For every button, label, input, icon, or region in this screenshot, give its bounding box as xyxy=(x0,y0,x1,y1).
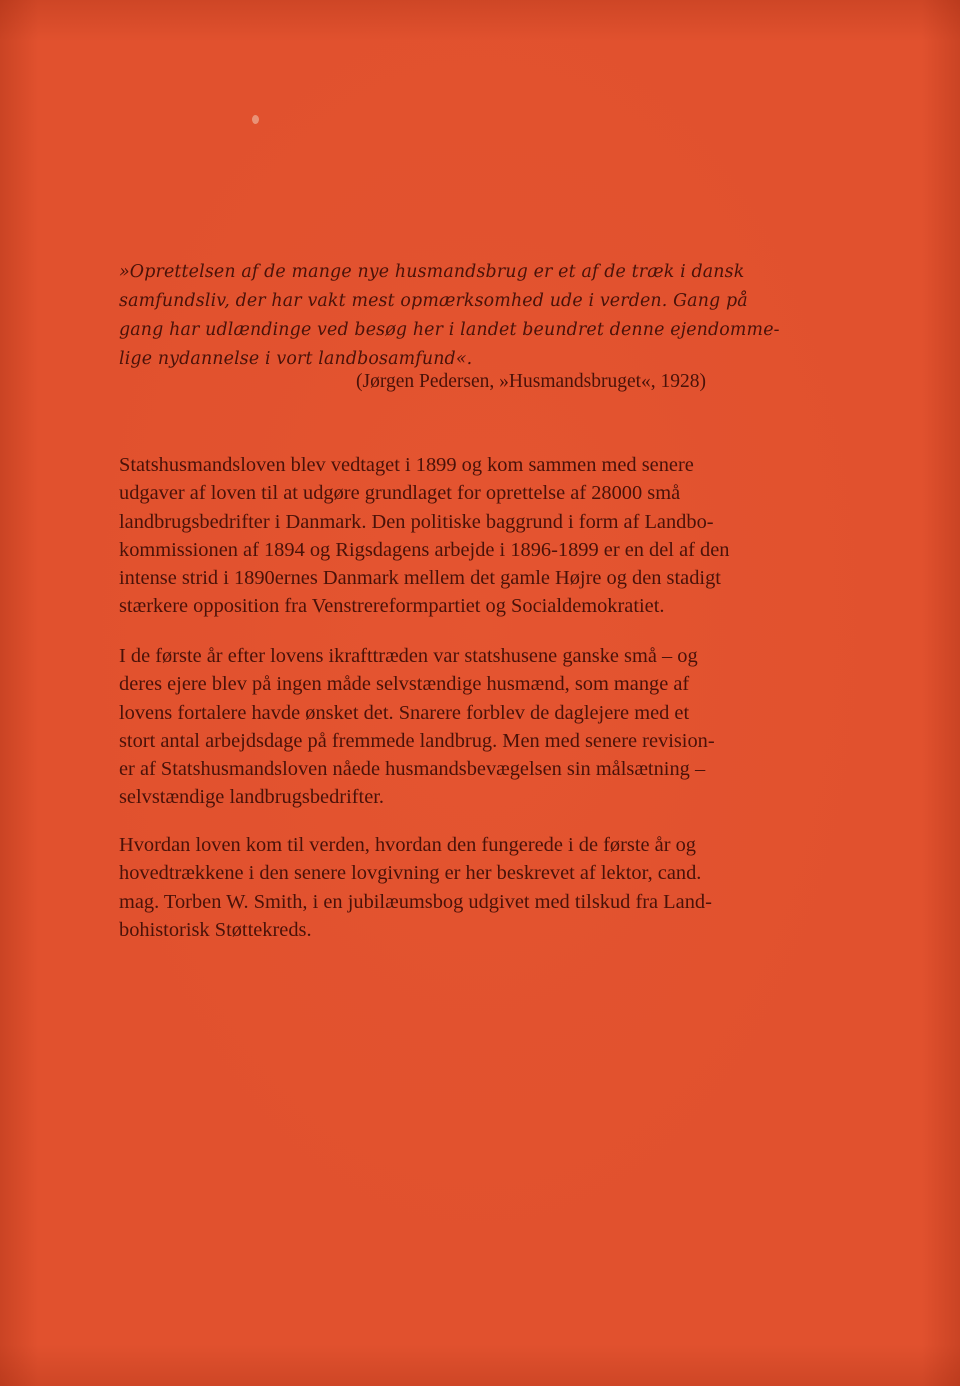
text-line: stort antal arbejdsdage på fremmede landbrug. Men med senere revision- xyxy=(119,729,715,752)
text-line: lovens fortalere havde ønsket det. Snarere forblev de daglejere med et xyxy=(119,701,690,724)
quote-line: samfundsliv, der har vakt mest opmærksomhed ude i verden. Gang på xyxy=(119,291,748,311)
blurb-paragraph-1 xyxy=(119,451,729,621)
text-line: er af Statshusmandsloven nåede husmandsbevægelsen sin målsætning – xyxy=(119,758,706,781)
quote-attribution: (Jørgen Pedersen, »Husmandsbruget«, 1928) xyxy=(356,371,707,392)
quote-line: »Oprettelsen af de mange nye husmandsbrug er et af de træk i dansk xyxy=(119,262,745,282)
text-line: mag. Torben W. Smith, i en jubilæumsbog udgivet med tilskud fra Land- xyxy=(119,890,712,913)
quote-line: gang har udlændinge ved besøg her i landet beundret denne ejendomme- xyxy=(119,320,780,340)
text-line: Hvordan loven kom til verden, hvordan den fungerede i de første år og xyxy=(119,834,696,856)
text-line: stærkere opposition fra Venstrereformpartiet og Socialdemokratiet. xyxy=(119,595,665,618)
text-line: kommissionen af 1894 og Rigsdagens arbejde i 1896-1899 er en del af den xyxy=(119,538,730,561)
text-line: deres ejere blev på ingen måde selvstændige husmænd, som mange af xyxy=(119,673,690,696)
epigraph-quote xyxy=(119,258,879,374)
paper-speck xyxy=(252,115,259,124)
text-line: I de første år efter lovens ikrafttræden var statshusene ganske små – og xyxy=(119,645,698,667)
blurb-paragraph-2 xyxy=(119,642,715,812)
text-line: bohistorisk Støttekreds. xyxy=(119,918,312,941)
text-line: landbrugsbedrifter i Danmark. Den politiske baggrund i form af Landbo- xyxy=(119,510,714,533)
text-line: intense strid i 1890ernes Danmark mellem det gamle Højre og den stadigt xyxy=(119,567,721,590)
text-line: selvstændige landbrugsbedrifter. xyxy=(119,786,385,809)
text-line: hovedtrækkene i den senere lovgivning er her beskrevet af lektor, cand. xyxy=(119,862,702,885)
quote-line: lige nydannelse i vort landbosamfund«. xyxy=(119,349,473,369)
text-line: Statshusmandsloven blev vedtaget i 1899 og kom sammen med senere xyxy=(119,454,694,476)
text-line: udgaver af loven til at udgøre grundlaget for oprettelse af 28000 små xyxy=(119,482,681,505)
blurb-paragraph-3 xyxy=(119,831,712,944)
